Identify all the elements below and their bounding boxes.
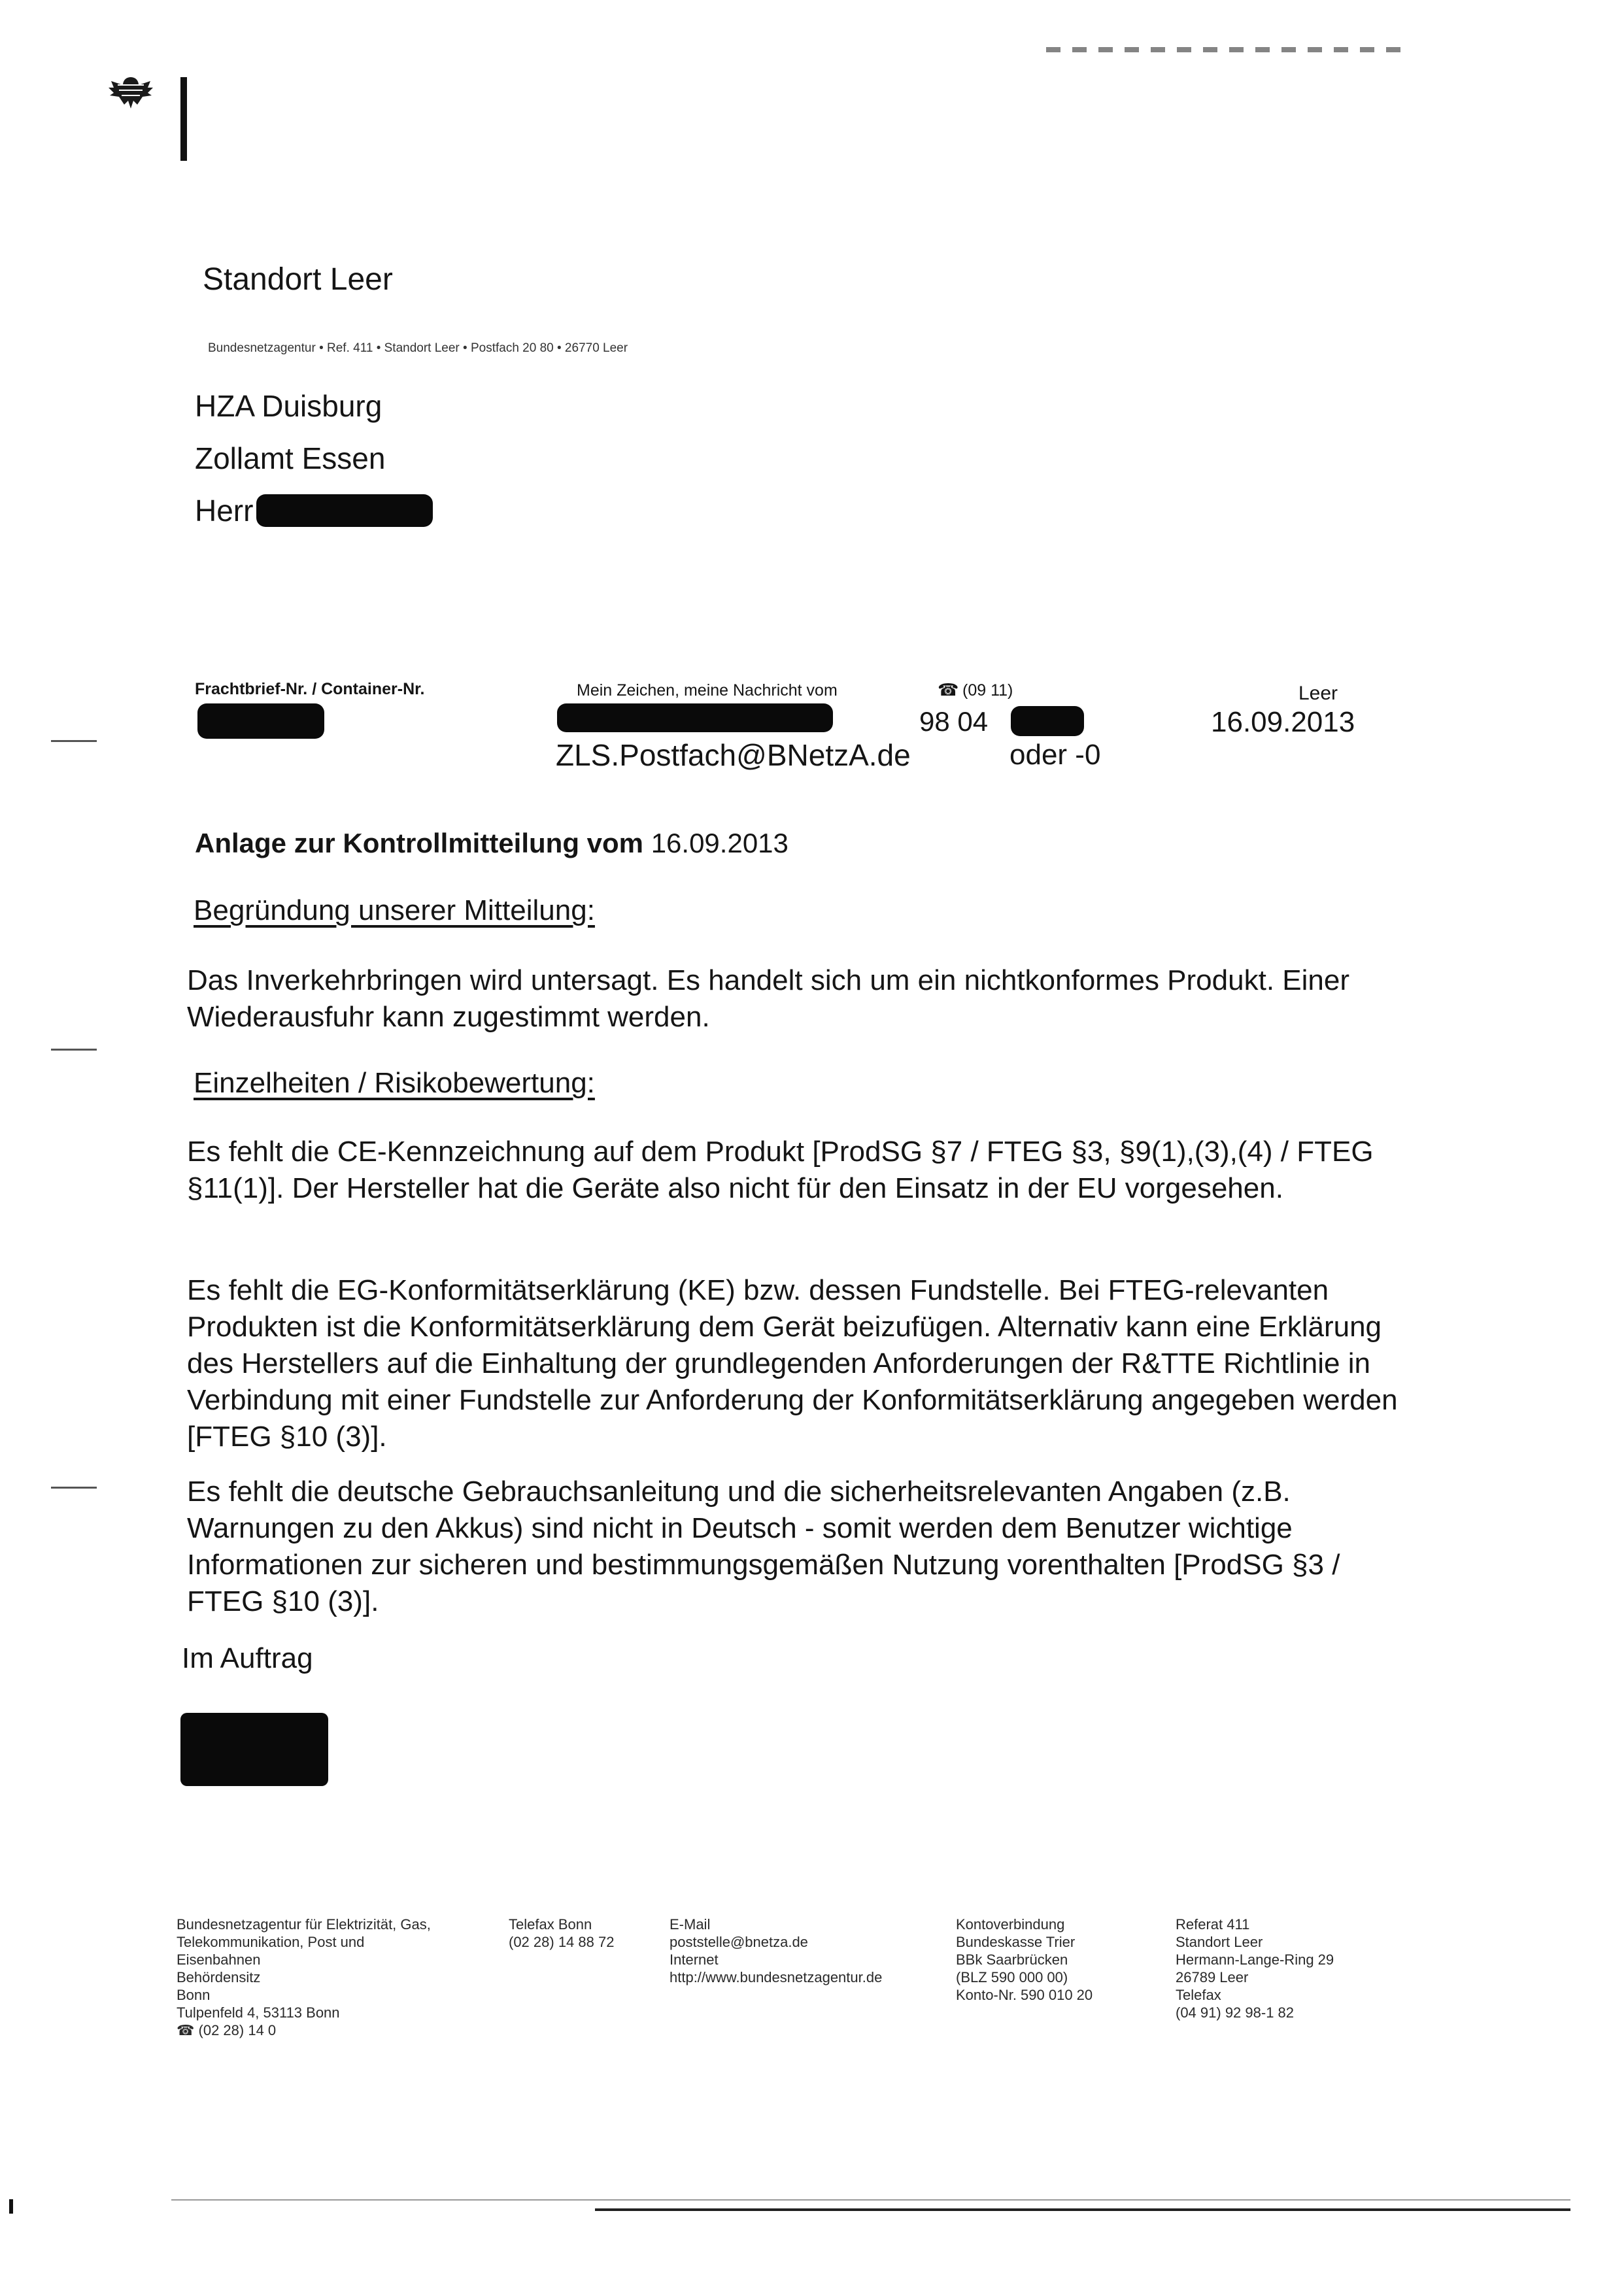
footer-line: Tulpenfeld 4, 53113 Bonn: [177, 2004, 340, 2021]
closing-im-auftrag: Im Auftrag: [182, 1642, 313, 1674]
scan-edge-mark: [9, 2199, 13, 2214]
footer-line: poststelle@bnetza.de: [670, 1934, 808, 1950]
fold-mark: [51, 1487, 97, 1489]
contact-email: ZLS.Postfach@BNetzA.de: [556, 738, 911, 772]
footer-line: Bundeskasse Trier: [956, 1934, 1076, 1950]
footer-line: Eisenbahnen: [177, 1951, 261, 1968]
paragraph-untersagung: Das Inverkehrbringen wird untersagt. Es handelt sich um ein nichtkonformes Produkt. Einer Wiederausfuhr kann zugestimmt werden.: [187, 964, 1349, 1033]
footer-col-contact: [670, 1916, 882, 1986]
recipient-line-3: Herr: [195, 494, 254, 528]
paragraph-gebrauchsanleitung: Es fehlt die deutsche Gebrauchsanleitung und die sicherheitsrelevanten Angaben (z.B. Warnungen zu den Akkus) sind nicht in Deutsch - somit werden dem Benutzer wichtige Informationen zur sicheren und bestimmungsgemäßen Nutzung vorenthalten [ProdSG §3 / FTEG §10 (3)].: [187, 1476, 1340, 1617]
footer-line: BBk Saarbrücken: [956, 1951, 1068, 1968]
footer-line: Standort Leer: [1176, 1934, 1263, 1950]
fold-mark: [51, 1049, 97, 1051]
phone-prefix: (09 11): [962, 681, 1013, 700]
recipient-line-2: Zollamt Essen: [195, 441, 386, 475]
section-heading-begruendung: Begründung unserer Mitteilung:: [194, 894, 595, 926]
footer-line: E-Mail: [670, 1916, 711, 1933]
title-date: 16.09.2013: [651, 828, 789, 858]
footer-line: Telefax: [1176, 1987, 1221, 2003]
phone-number: 98 04: [919, 706, 989, 737]
sender-location: Standort Leer: [203, 262, 393, 297]
phone-icon: ☎: [177, 2022, 199, 2038]
label-mein-zeichen: Mein Zeichen, meine Nachricht vom: [577, 681, 838, 700]
fold-mark: [51, 740, 97, 742]
footer-line: (02 28) 14 88 72: [509, 1934, 615, 1950]
label-frachtbrief: Frachtbrief-Nr. / Container-Nr.: [195, 680, 425, 698]
redacted-signature: [180, 1713, 328, 1786]
footer-col-telefax: [509, 1916, 614, 1951]
scan-edge-line: [595, 2208, 1570, 2211]
footer-line: Konto-Nr. 590 010 20: [956, 1987, 1093, 2003]
footer-col-bank: [956, 1916, 1093, 2004]
footer-line: Behördensitz: [177, 1969, 261, 1985]
footer-line: (BLZ 590 000 00): [956, 1969, 1068, 1985]
footer-line: Kontoverbindung: [956, 1916, 1065, 1933]
recipient-line-1: HZA Duisburg: [195, 389, 382, 423]
footer-line: Telekommunikation, Post und: [177, 1934, 365, 1950]
footer-line: 26789 Leer: [1176, 1969, 1249, 1985]
footer-line: ☎ (02 28) 14 0: [177, 2022, 277, 2038]
redacted-frachtbrief: [197, 703, 324, 739]
footer-line: Referat 411: [1176, 1916, 1250, 1933]
footer-line: Internet: [670, 1951, 719, 1968]
section-heading-einzelheiten: Einzelheiten / Risikobewertung:: [194, 1067, 595, 1099]
scan-edge-line: [171, 2199, 1570, 2201]
federal-eagle-logo: [105, 73, 157, 116]
phone-icon: ☎: [938, 680, 959, 700]
redacted-name: [256, 494, 433, 527]
document-title: [195, 828, 789, 859]
footer-line: http://www.bundesnetzagentur.de: [670, 1969, 883, 1985]
letterhead-bar: [180, 77, 187, 161]
footer-line: (04 91) 92 98-1 82: [1176, 2004, 1295, 2021]
footer-line: Telefax Bonn: [509, 1916, 592, 1933]
letter-date: 16.09.2013: [1211, 706, 1355, 738]
redacted-zeichen: [557, 703, 833, 732]
footer-col-agency: [177, 1916, 431, 2039]
footer-line: Bundesnetzagentur für Elektrizität, Gas,: [177, 1916, 431, 1933]
redacted-phone-extension: [1011, 706, 1084, 736]
phone-alt: oder -0: [1009, 739, 1101, 771]
footer-line: Hermann-Lange-Ring 29: [1176, 1951, 1334, 1968]
fax-header-line: [1046, 47, 1412, 52]
footer-col-referat: [1176, 1916, 1334, 2021]
return-address: Bundesnetzagentur • Ref. 411 • Standort Leer • Postfach 20 80 • 26770 Leer: [208, 341, 628, 355]
title-text: Anlage zur Kontrollmitteilung vom: [195, 828, 644, 858]
paragraph-ce-kennzeichnung: Es fehlt die CE-Kennzeichnung auf dem Produkt [ProdSG §7 / FTEG §3, §9(1),(3),(4) / FTEG §11(1)]. Der Hersteller hat die Geräte also nicht für den Einsatz in der EU vorgesehen.: [187, 1136, 1374, 1204]
paragraph-konformitaetserklaerung: Es fehlt die EG-Konformitätserklärung (KE) bzw. dessen Fundstelle. Bei FTEG-relevanten Produkten ist die Konformitätserklärung dem Gerät beizufügen. Alternativ kann eine Erklärung des Herstellers auf die Einhaltung der grundlegenden Anforderungen der R&TTE Richtlinie in Verbindung mit einer Fundstelle zur Anforderung der Konformitätserklärung angegeben werden [FTEG §10 (3)].: [187, 1274, 1398, 1453]
letter-place: Leer: [1298, 683, 1338, 704]
footer-line: Bonn: [177, 1987, 211, 2003]
